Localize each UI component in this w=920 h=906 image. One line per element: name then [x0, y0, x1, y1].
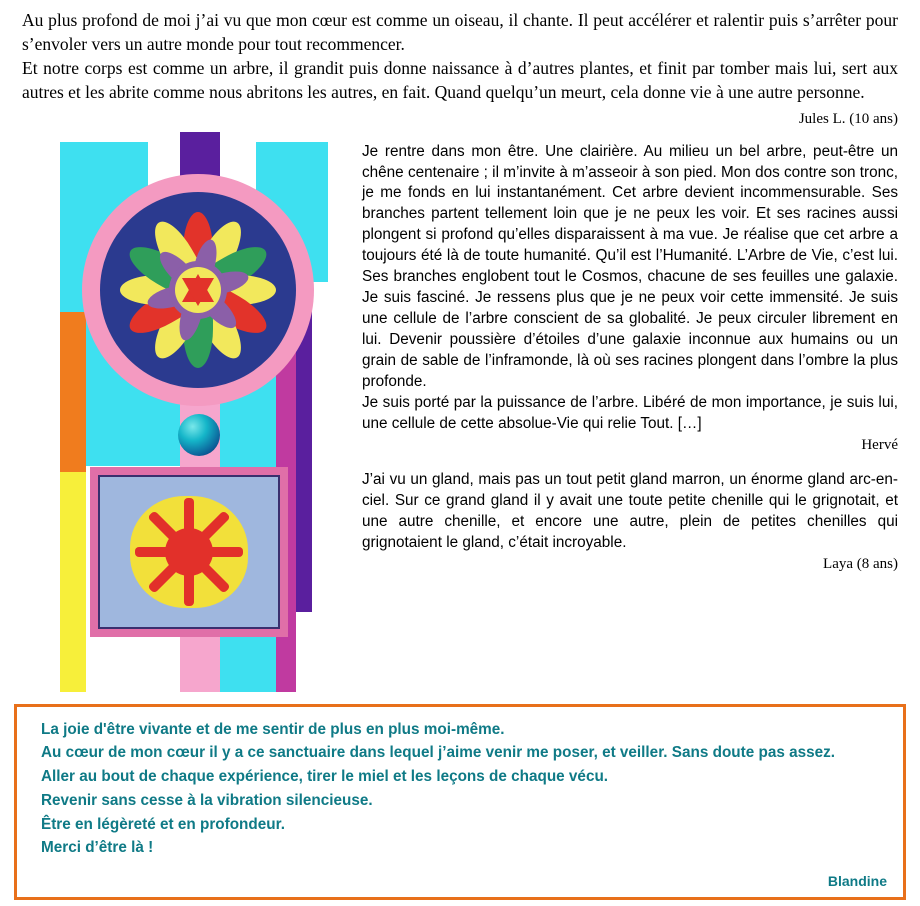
testimony-2-text: J’ai vu un gland, mais pas un tout petit gland marron, un énorme gland arc-en-ciel. Sur ce grand gland il y avait une toute petite chenille qui le grignotait, et une autre chenille, et encore une autre, plein de petites chenilles qui grignotaient le gland, c’était incroyable.: [362, 470, 898, 551]
testimony-1-signature: Hervé: [861, 436, 898, 453]
highlight-line-6: Merci d’être là !: [41, 839, 154, 857]
artwork-collage: [60, 132, 328, 692]
mandala-star-icon: [182, 278, 214, 306]
highlight-box: [14, 704, 906, 900]
mandala-artwork: [82, 174, 314, 406]
highlight-line-1: La joie d'être vivante et de me sentir de plus en plus moi-même.: [41, 720, 505, 738]
art-rect-yellow-left: [60, 472, 86, 692]
highlight-line-3: Aller au bout de chaque expérience, tirer le miel et les leçons de chaque vécu.: [41, 768, 609, 786]
sun-painting-frame: [90, 467, 288, 637]
highlight-signature: Blandine: [827, 873, 887, 889]
artwork-column: [22, 132, 352, 692]
highlight-line-5: Être en légèreté et en profondeur.: [41, 815, 285, 833]
content-columns: [22, 132, 898, 692]
intro-paragraph-1: Au plus profond de moi j’ai vu que mon cœur est comme un oiseau, il chante. Il peut accélérer et ralentir puis s’arrêter pour s’envoler vers un autre monde pour tout recommencer.: [22, 10, 898, 55]
testimony-2-signature: Laya (8 ans): [823, 555, 898, 572]
intro-paragraph-2: Et notre corps est comme un arbre, il grandit puis donne naissance à d’autres plantes, et finit par tomber mais lui, sert aux autres et les abrite comme nous abritons les autres, en fait. Quand quelqu’un meurt, cela donne vie à une autre personne.: [22, 58, 898, 103]
sun-painting: [98, 475, 280, 629]
mandala-disc: [100, 192, 296, 388]
highlight-line-2: Au cœur de mon cœur il y a ce sanctuaire dans lequel j’aime venir me poser, et veiller. Sans doute pas assez.: [41, 744, 836, 762]
intro-signature: Jules L. (10 ans): [798, 110, 898, 127]
highlight-line-4: Revenir sans cesse à la vibration silencieuse.: [41, 791, 373, 809]
testimony-1-text: Je rentre dans mon être. Une clairière. Au milieu un bel arbre, peut-être un chêne centenaire ; il m’invite à m’asseoir à son pied. Mon dos contre son tronc, je me fonds en lui instantanément. Cet arbre devient incommensurable. Ses branches partent tellement loin que je ne peux les voir. Et ses racines aussi plongent si profond qu’elles disparaissent à ma vue. Je réalise que cet arbre a toujours été là de toute humanité. Qu’il est l’Humanité. L’Arbre de Vie, c’est lui. Ses branches englobent tout le Cosmos, chacune de ses feuilles une galaxie. Je suis fasciné. Je ressens plus que je ne peux voir cette immensité. Je suis une cellule de l’arbre conscient de sa globalité. Je peux circuler librement en lui. Devenir poussière d’étoiles d’une galaxie inconnue aux humains ou un grain de sable de l’inframonde, là où ses racines plongent dans l’ombre la plus profonde.: [362, 142, 898, 391]
testimony-1-text-2: Je suis porté par la puissance de l’arbre. Libéré de mon importance, je suis lui, une cellule de cette absolue-Vie qui relie Tout. […]: [362, 394, 898, 432]
testimony-column: [352, 132, 898, 573]
intro-block: [22, 8, 898, 105]
sun-core: [165, 528, 213, 576]
spacer: [362, 454, 898, 470]
blue-sphere: [178, 414, 220, 456]
